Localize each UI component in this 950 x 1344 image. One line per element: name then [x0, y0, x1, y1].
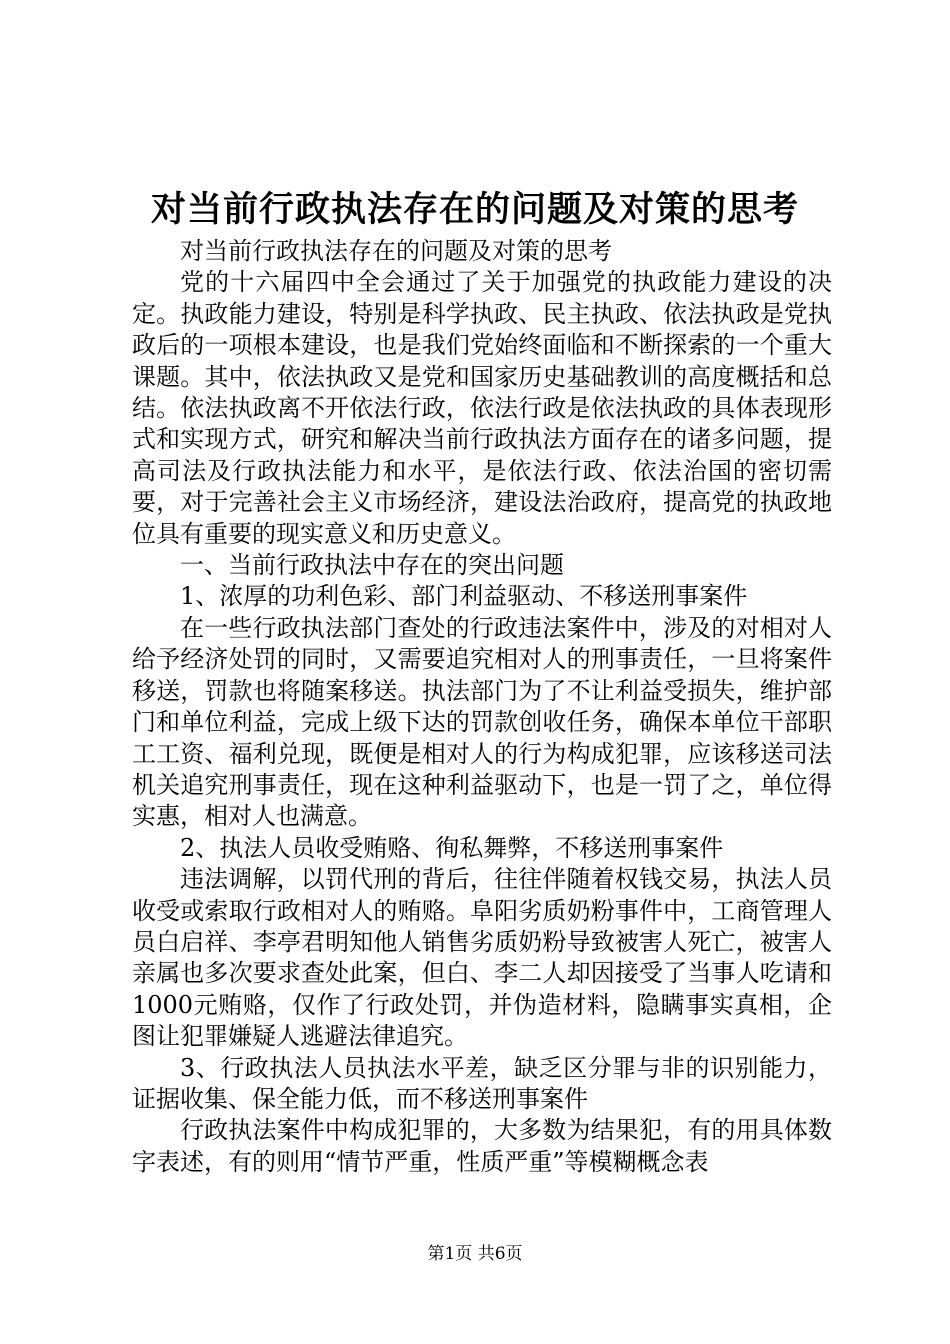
subsection-heading: 3、行政执法人员执法水平差，缺乏区分罪与非的识别能力，证据收集、保全能力低，而不移送刑事案件	[132, 1053, 832, 1113]
document-body	[132, 236, 832, 1178]
body-paragraph: 违法调解，以罚代刑的背后，往往伴随着权钱交易，执法人员收受或索取行政相对人的贿赂。阜阳劣质奶粉事件中，工商管理人员白启祥、李亭君明知他人销售劣质奶粉导致被害人死亡，被害人亲属也多次要求查处此案，但白、李二人却因接受了当事人吃请和1000元贿赂，仅作了行政处罚，并伪造材料，隐瞒事实真相，企图让犯罪嫌疑人逃避法律追究。	[132, 865, 832, 1051]
document-title: 对当前行政执法存在的问题及对策的思考	[150, 189, 799, 230]
subtitle-paragraph: 对当前行政执法存在的问题及对策的思考	[180, 237, 612, 265]
body-paragraph: 党的十六届四中全会通过了关于加强党的执政能力建设的决定。执政能力建设，特别是科学执政、民主执政、依法执政是党执政后的一项根本建设，也是我们党始终面临和不断探索的一个重大课题。其中，依法执政又是党和国家历史基础教训的高度概括和总结。依法执政离不开依法行政，依法行政是依法执政的具体表现形式和实现方式，研究和解决当前行政执法方面存在的诸多问题，提高司法及行政执法能力和水平，是依法行政、依法治国的密切需要，对于完善社会主义市场经济，建设法治政府，提高党的执政地位具有重要的现实意义和历史意义。	[132, 268, 832, 548]
subsection-heading: 1、浓厚的功利色彩、部门利益驱动、不移送刑事案件	[180, 582, 748, 611]
subsection-heading: 2、执法人员收受贿赂、徇私舞弊，不移送刑事案件	[180, 833, 724, 862]
page-footer: 第1页 共6页	[427, 1244, 523, 1264]
body-paragraph: 在一些行政执法部门查处的行政违法案件中，涉及的对相对人给予经济处罚的同时，又需要追究相对人的刑事责任，一旦将案件移送，罚款也将随案移送。执法部门为了不让利益受损失，维护部门和单位利益，完成上级下达的罚款创收任务，确保本单位干部职工工资、福利兑现，既便是相对人的行为构成犯罪，应该移送司法机关追究刑事责任，现在这种利益驱动下，也是一罚了之，单位得实惠，相对人也满意。	[132, 613, 832, 831]
section-heading: 一、当前行政执法中存在的突出问题	[180, 551, 564, 580]
body-paragraph: 行政执法案件中构成犯罪的，大多数为结果犯，有的用具体数字表述，有的则用“情节严重，性质严重”等模糊概念表	[132, 1116, 832, 1176]
